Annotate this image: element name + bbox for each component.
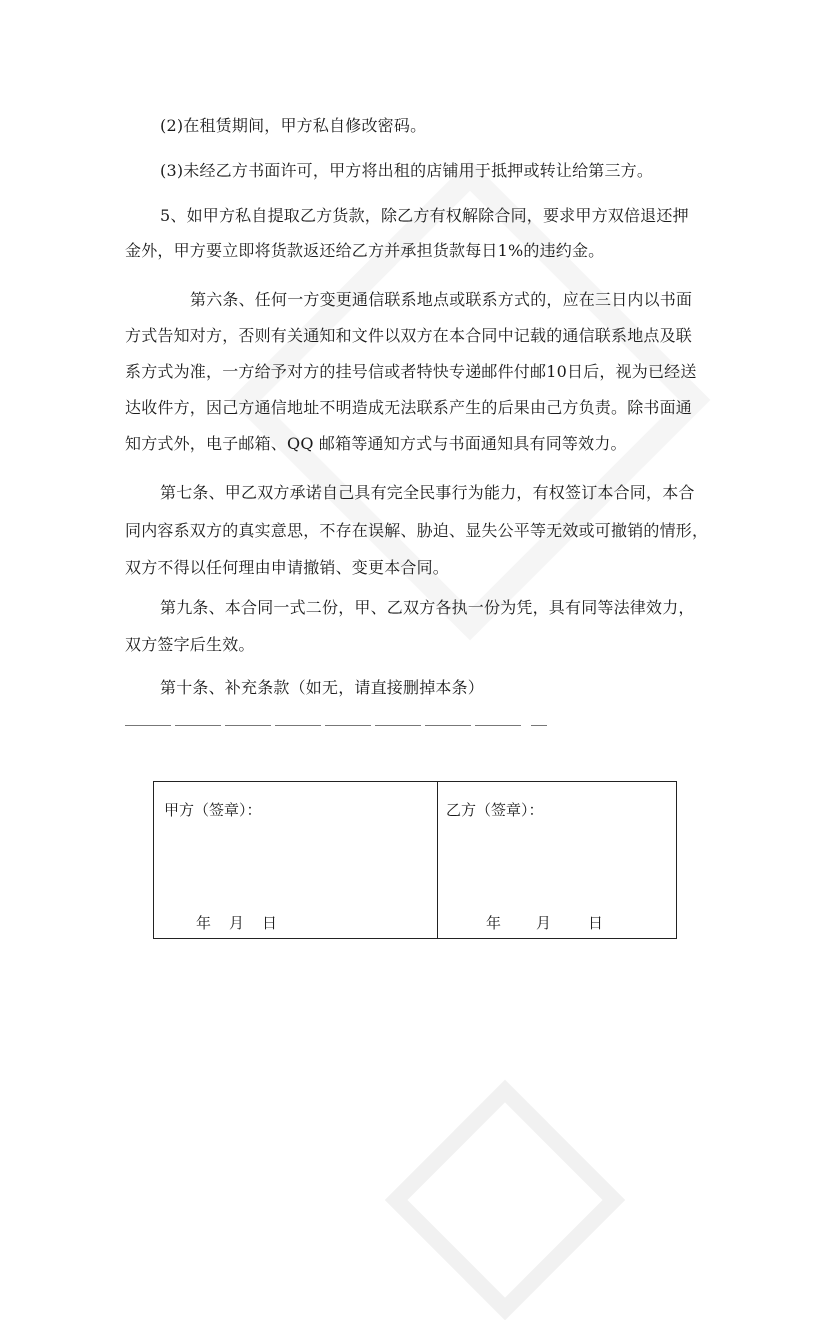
clause-item-3: (3)未经乙方书面许可，甲方将出租的店铺用于抵押或转让给第三方。	[160, 161, 654, 180]
supplementary-blank-line	[125, 725, 547, 726]
blank-segment	[325, 725, 371, 726]
party-a-label: 甲方（签章）：	[164, 801, 262, 819]
article-6-line-2: 方式告知对方，否则有关通知和文件以双方在本合同中记载的通信联系地点及联	[125, 326, 693, 345]
party-b-day: 日	[588, 914, 604, 932]
blank-segment	[475, 725, 521, 726]
article-10-title: 第十条、补充条款（如无，请直接删掉本条）	[160, 678, 485, 697]
article-6-line-1: 第六条、任何一方变更通信联系地点或联系方式的，应在三日内以书面	[190, 290, 693, 309]
blank-segment	[425, 725, 471, 726]
article-9-line-1: 第九条、本合同一式二份，甲、乙双方各执一份为凭，具有同等法律效力，	[160, 598, 695, 617]
party-b-month: 月	[536, 914, 552, 932]
clause-item-2: (2)在租赁期间，甲方私自修改密码。	[160, 116, 427, 135]
article-6-line-3: 系方式为准，一方给予对方的挂号信或者特快专递邮件付邮10日后，视为已经送	[125, 362, 697, 381]
article-7-line-1: 第七条、甲乙双方承诺自己具有完全民事行为能力，有权签订本合同，本合	[160, 483, 695, 502]
party-a-day: 日	[262, 914, 278, 932]
party-b-signature-cell	[438, 782, 676, 938]
party-b-label: 乙方（签章）：	[446, 801, 544, 819]
party-b-year: 年	[486, 914, 502, 932]
article-6-line-4: 达收件方，因己方通信地址不明造成无法联系产生的后果由己方负责。除书面通	[125, 398, 693, 417]
blank-segment	[531, 725, 547, 726]
blank-segment	[125, 725, 171, 726]
article-6-line-5: 知方式外，电子邮箱、QQ 邮箱等通知方式与书面通知具有同等效力。	[125, 434, 627, 453]
clause-5-line-2: 金外，甲方要立即将货款返还给乙方并承担货款每日1%的违约金。	[125, 241, 605, 260]
blank-segment	[375, 725, 421, 726]
article-9-line-2: 双方签字后生效。	[125, 635, 255, 654]
article-7-line-2: 同内容系双方的真实意思，不存在误解、胁迫、显失公平等无效或可撤销的情形，	[125, 521, 709, 540]
party-a-month: 月	[229, 914, 245, 932]
signature-table	[153, 781, 677, 939]
watermark-diamond-bottom	[385, 1080, 625, 1320]
blank-segment	[225, 725, 271, 726]
article-7-line-3: 双方不得以任何理由申请撤销、变更本合同。	[125, 558, 450, 577]
party-a-year: 年	[196, 914, 212, 932]
party-a-signature-cell	[154, 782, 438, 938]
blank-segment	[175, 725, 221, 726]
clause-5-line-1: 5、如甲方私自提取乙方货款，除乙方有权解除合同，要求甲方双倍退还押	[160, 206, 689, 225]
blank-segment	[275, 725, 321, 726]
